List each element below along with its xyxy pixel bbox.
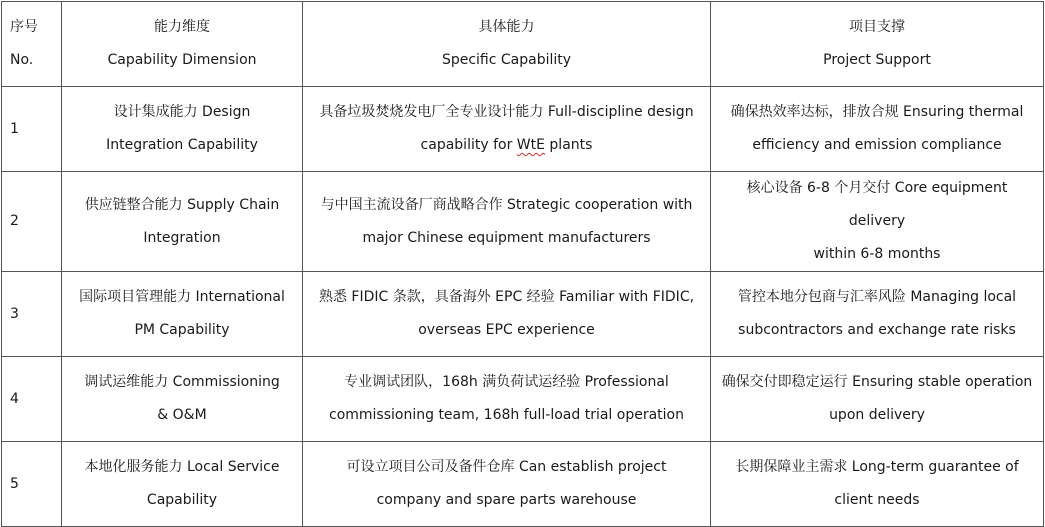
table-row — [2, 87, 1044, 172]
dimension-line: Integration Capability — [106, 137, 258, 153]
header-dimension-zh: 能力维度 — [154, 19, 210, 35]
header-index-en: No. — [10, 52, 34, 68]
header-specific-en: Specific Capability — [441, 52, 572, 68]
specific-line: 与中国主流设备厂商战略合作 Strategic cooperation with — [320, 196, 693, 213]
dimension-line: PM Capability — [134, 322, 230, 338]
support-line: 确保热效率达标，排放合规 Ensuring thermal — [730, 104, 1024, 120]
specific-line: 可设立项目公司及备件仓库 Can establish project — [346, 459, 667, 475]
support-line: 长期保障业主需求 Long-term guarantee of — [735, 459, 1019, 475]
specific-cell — [303, 357, 711, 442]
header-cell-index — [2, 2, 62, 87]
header-cell-dimension — [62, 2, 303, 87]
specific-line: company and spare parts warehouse — [376, 492, 637, 508]
support-line: 确保交付即稳定运行 Ensuring stable operation — [721, 374, 1033, 390]
dimension-line: 调试运维能力 Commissioning — [84, 374, 280, 390]
support-cell — [711, 87, 1044, 172]
specific-line: 具备垃圾焚烧发电厂全专业设计能力 Full-discipline design — [319, 104, 694, 120]
dimension-line: 设计集成能力 Design — [113, 104, 251, 120]
specific-cell — [303, 272, 711, 357]
specific-line: major Chinese equipment manufacturers — [362, 229, 651, 246]
dimension-line: 国际项目管理能力 International — [79, 289, 285, 305]
specific-text: plants — [544, 137, 593, 153]
row-index-cell: 2 — [2, 172, 62, 272]
header-cell-support — [711, 2, 1044, 87]
support-line: client needs — [834, 492, 920, 508]
table-row — [2, 172, 1044, 272]
header-row — [2, 2, 1044, 87]
dimension-cell — [62, 172, 303, 272]
header-index-zh: 序号 — [10, 19, 38, 35]
row-index-cell: 3 — [2, 272, 62, 357]
header-support-en: Project Support — [823, 52, 931, 68]
row-index-cell: 5 — [2, 442, 62, 527]
dimension-line: 本地化服务能力 Local Service — [84, 459, 280, 475]
capability-table — [1, 1, 1044, 527]
support-cell — [711, 172, 1044, 272]
support-line: 管控本地分包商与汇率风险 Managing local — [737, 289, 1017, 305]
table-row — [2, 357, 1044, 442]
header-dimension-en: Capability Dimension — [107, 52, 257, 68]
dimension-line: & O&M — [157, 407, 207, 423]
dimension-line: Capability — [146, 492, 218, 508]
support-cell — [711, 272, 1044, 357]
dimension-cell — [62, 272, 303, 357]
specific-line: 专业调试团队，168h 满负荷试运经验 Professional — [344, 374, 669, 390]
row-index-cell: 4 — [2, 357, 62, 442]
support-line: subcontractors and exchange rate risks — [738, 322, 1016, 338]
specific-text: capability for — [420, 137, 517, 153]
specific-line — [309, 129, 704, 162]
spellcheck-flagged-word: WtE — [516, 137, 545, 153]
specific-cell — [303, 442, 711, 527]
specific-line: commissioning team, 168h full-load trial operation — [329, 407, 684, 423]
header-cell-specific — [303, 2, 711, 87]
dimension-cell — [62, 87, 303, 172]
specific-cell — [303, 172, 711, 272]
row-index-cell: 1 — [2, 87, 62, 172]
dimension-cell — [62, 442, 303, 527]
table-row — [2, 442, 1044, 527]
support-line: efficiency and emission compliance — [752, 137, 1002, 153]
dimension-cell — [62, 357, 303, 442]
specific-line: overseas EPC experience — [418, 322, 595, 338]
support-line: 核心设备 6-8 个月交付 Core equipment delivery — [746, 180, 1008, 229]
support-cell — [711, 357, 1044, 442]
dimension-line: Integration — [143, 229, 221, 246]
support-line: upon delivery — [829, 407, 925, 423]
specific-cell — [303, 87, 711, 172]
support-cell — [711, 442, 1044, 527]
header-support-zh: 项目支撑 — [849, 19, 905, 35]
specific-line: 熟悉 FIDIC 条款，具备海外 EPC 经验 Familiar with FIDIC, — [318, 289, 695, 305]
dimension-line: 供应链整合能力 Supply Chain — [84, 196, 280, 213]
header-specific-zh: 具体能力 — [478, 19, 535, 35]
table-row — [2, 272, 1044, 357]
support-line: within 6-8 months — [813, 246, 941, 262]
